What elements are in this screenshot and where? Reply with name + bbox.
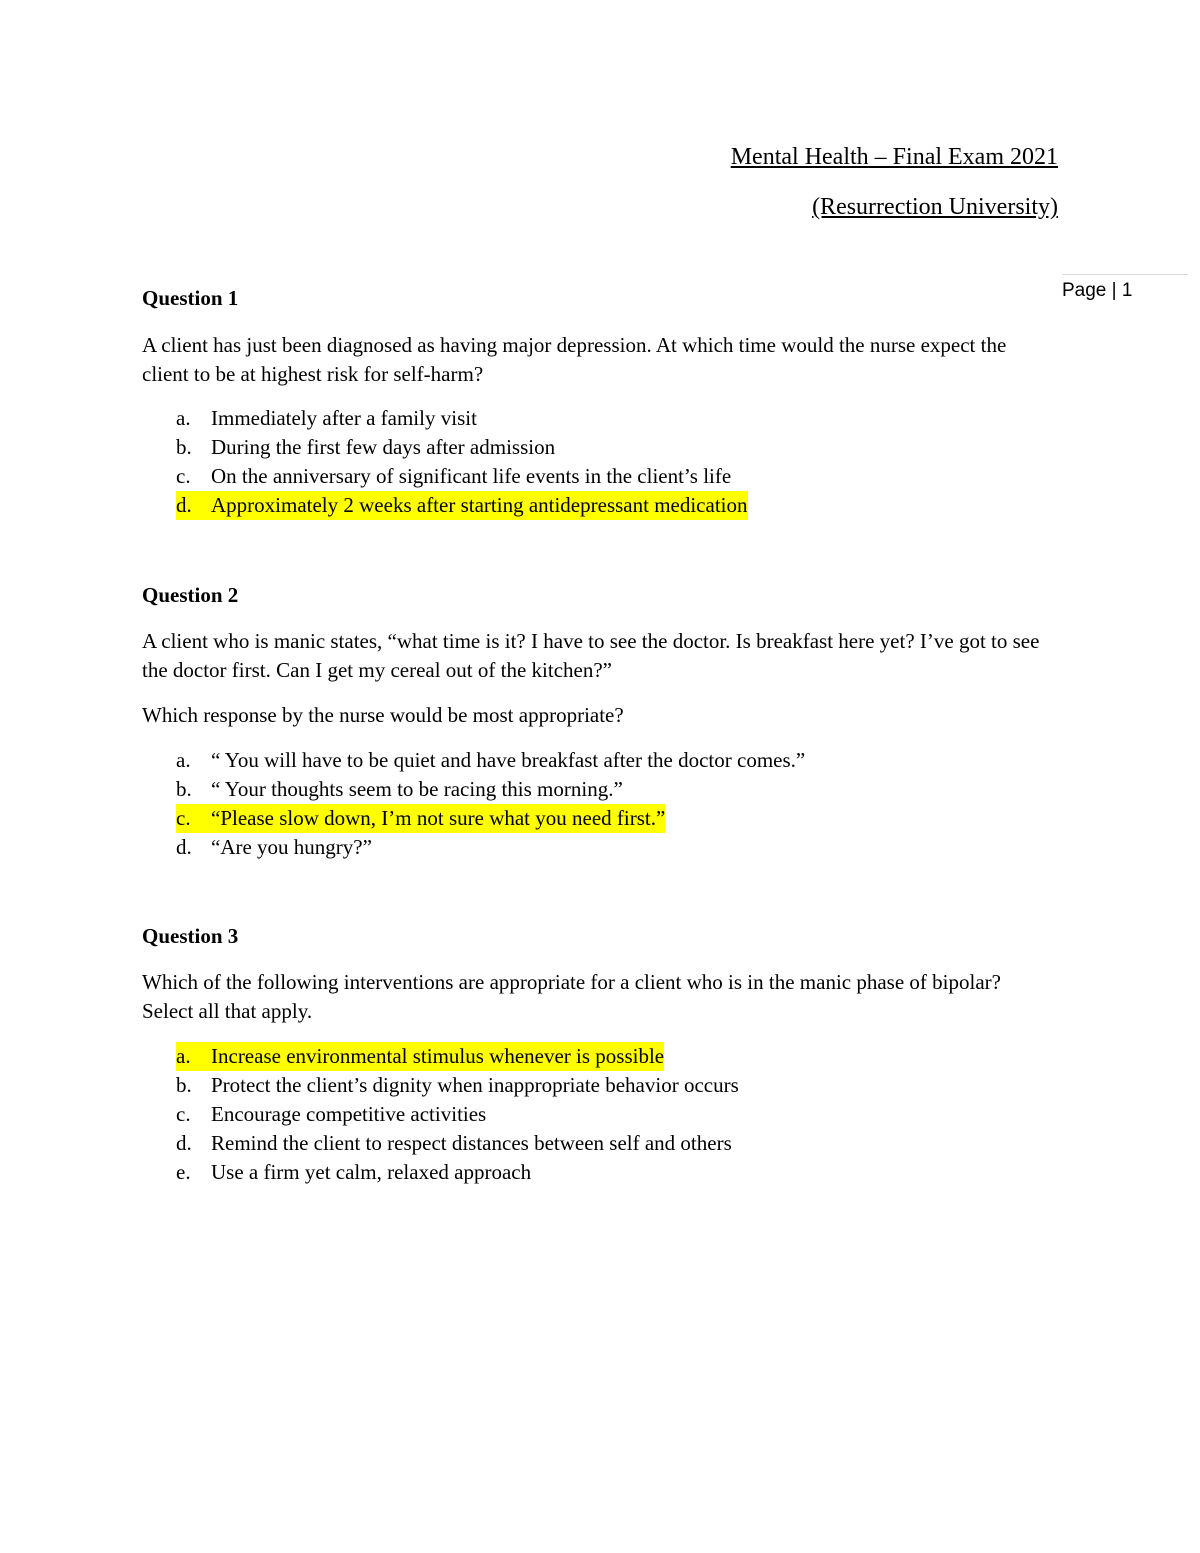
option-letter: b. [176,1073,192,1097]
document-title: Mental Health – Final Exam 2021 [730,144,1058,170]
question-2-options [176,746,805,862]
question-3-prompt: Which of the following interventions are appropriate for a client who is in the manic phase of bipolar? Select all that apply. [142,970,1001,1023]
option-text: “ You will have to be quiet and have breakfast after the doctor comes.” [211,748,806,772]
question-1-heading: Question 1 [142,286,239,310]
question-2-heading: Question 2 [142,583,239,607]
option-letter: a. [176,406,191,430]
option-text: Increase environmental stimulus whenever is possible [211,1044,665,1068]
question-3-heading: Question 3 [142,924,239,948]
question-3-options [176,1042,739,1187]
page-number: Page | 1 [1062,280,1133,301]
option-item [176,1158,739,1187]
question-2-prompt-followup: Which response by the nurse would be most appropriate? [142,703,624,727]
option-item-highlighted [176,1042,664,1071]
option-item [176,833,805,862]
option-text: Use a firm yet calm, relaxed approach [211,1160,532,1184]
option-letter: d. [176,835,192,859]
option-letter: d. [176,1131,192,1155]
question-1-options [176,404,748,520]
option-item [176,1071,739,1100]
option-letter: d. [176,493,192,517]
option-text: Approximately 2 weeks after starting antidepressant medication [211,493,748,517]
option-text: “Please slow down, I’m not sure what you need first.” [211,806,666,830]
option-item [176,462,748,491]
option-letter: c. [176,806,191,830]
option-letter: e. [176,1160,191,1184]
option-letter: c. [176,464,191,488]
option-item [176,1129,739,1158]
option-letter: b. [176,777,192,801]
option-text: “Are you hungry?” [211,835,372,859]
option-item [176,746,805,775]
question-2-prompt: A client who is manic states, “what time is it? I have to see the doctor. Is breakfast here yet? I’ve got to see the doctor first. Can I get my cereal out of the kitchen?” [142,629,1040,682]
document-subtitle: (Resurrection University) [812,194,1058,220]
question-1-prompt: A client has just been diagnosed as having major depression. At which time would the nurse expect the client to be at highest risk for self-harm? [142,333,1007,386]
option-letter: a. [176,748,191,772]
option-item-highlighted [176,491,748,520]
option-item-highlighted [176,804,665,833]
option-letter: b. [176,435,192,459]
option-item [176,404,748,433]
option-item [176,775,805,804]
option-text: On the anniversary of significant life events in the client’s life [211,464,732,488]
option-item [176,433,748,462]
option-text: “ Your thoughts seem to be racing this morning.” [211,777,623,801]
option-text: Immediately after a family visit [211,406,477,430]
option-letter: a. [176,1044,191,1068]
option-text: Protect the client’s dignity when inappropriate behavior occurs [211,1073,739,1097]
option-text: Remind the client to respect distances between self and others [211,1131,732,1155]
page-number-divider [1062,274,1188,275]
option-letter: c. [176,1102,191,1126]
option-item [176,1100,739,1129]
option-text: Encourage competitive activities [211,1102,487,1126]
option-text: During the first few days after admission [211,435,556,459]
